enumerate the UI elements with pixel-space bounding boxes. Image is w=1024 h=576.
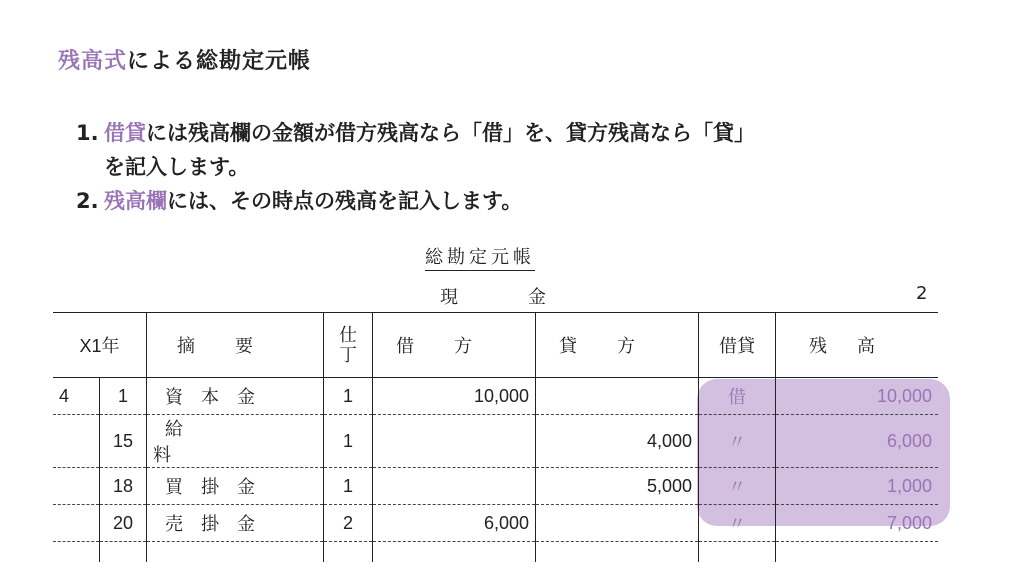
cell-month bbox=[53, 415, 100, 468]
ledger-name: 総勘定元帳 bbox=[425, 246, 535, 271]
cell-day: 18 bbox=[100, 468, 147, 505]
table-row bbox=[53, 415, 938, 468]
cell-credit: 4,000 bbox=[536, 415, 699, 468]
instruction-item-2 bbox=[76, 184, 755, 218]
cell-ref: 2 bbox=[324, 505, 373, 542]
cell-month bbox=[53, 468, 100, 505]
cell-balance: 1,000 bbox=[776, 468, 939, 505]
instruction-number: 2. bbox=[76, 189, 99, 213]
cell-debit bbox=[373, 468, 536, 505]
header-credit: 貸方 bbox=[536, 313, 699, 378]
cell-day: 15 bbox=[100, 415, 147, 468]
page-number: 2 bbox=[916, 283, 928, 304]
table-row bbox=[53, 505, 938, 542]
cell-balance: 10,000 bbox=[776, 378, 939, 415]
account-name: 現金 bbox=[440, 287, 616, 308]
cell-ref: 1 bbox=[324, 468, 373, 505]
cell-ref: 1 bbox=[324, 415, 373, 468]
cell-day: 20 bbox=[100, 505, 147, 542]
table-row bbox=[53, 378, 938, 415]
instruction-keyword: 借貸 bbox=[104, 121, 146, 145]
cell-credit: 5,000 bbox=[536, 468, 699, 505]
cell-desc: 売掛金 bbox=[147, 505, 324, 542]
empty-row bbox=[53, 542, 938, 563]
page-title bbox=[58, 44, 311, 75]
cell-desc: 給料 bbox=[147, 415, 324, 468]
header-dc: 借貸 bbox=[699, 313, 776, 378]
header-desc: 摘要 bbox=[147, 313, 324, 378]
instruction-text: には残高欄の金額が借方残高なら「借」を、貸方残高なら「貸」 bbox=[146, 121, 755, 145]
header-row bbox=[53, 313, 938, 378]
cell-month: 4 bbox=[53, 378, 100, 415]
header-year: X1年 bbox=[53, 313, 147, 378]
header-ref: 仕 丁 bbox=[324, 313, 373, 378]
instruction-keyword: 残高欄 bbox=[104, 189, 167, 213]
instruction-number: 1. bbox=[76, 121, 99, 145]
cell-month bbox=[53, 505, 100, 542]
cell-dc: 〃 bbox=[699, 505, 776, 542]
cell-ref: 1 bbox=[324, 378, 373, 415]
cell-credit bbox=[536, 505, 699, 542]
cell-dc: 借 bbox=[699, 378, 776, 415]
cell-credit bbox=[536, 378, 699, 415]
table-row bbox=[53, 468, 938, 505]
cell-dc: 〃 bbox=[699, 468, 776, 505]
title-rest: による総勘定元帳 bbox=[127, 49, 312, 74]
cell-balance: 6,000 bbox=[776, 415, 939, 468]
cell-desc: 買掛金 bbox=[147, 468, 324, 505]
instruction-item-1 bbox=[76, 116, 755, 150]
cell-day: 1 bbox=[100, 378, 147, 415]
header-balance: 残高 bbox=[776, 313, 939, 378]
header-debit: 借方 bbox=[373, 313, 536, 378]
instruction-list bbox=[76, 116, 755, 218]
title-highlight: 残高式 bbox=[58, 49, 128, 74]
instruction-text: には、その時点の残高を記入します。 bbox=[167, 189, 523, 213]
cell-balance: 7,000 bbox=[776, 505, 939, 542]
cell-debit bbox=[373, 415, 536, 468]
cell-debit: 6,000 bbox=[373, 505, 536, 542]
ledger-table bbox=[53, 312, 938, 562]
cell-debit: 10,000 bbox=[373, 378, 536, 415]
cell-dc: 〃 bbox=[699, 415, 776, 468]
cell-desc: 資本金 bbox=[147, 378, 324, 415]
instruction-continuation: を記入します。 bbox=[104, 155, 250, 179]
